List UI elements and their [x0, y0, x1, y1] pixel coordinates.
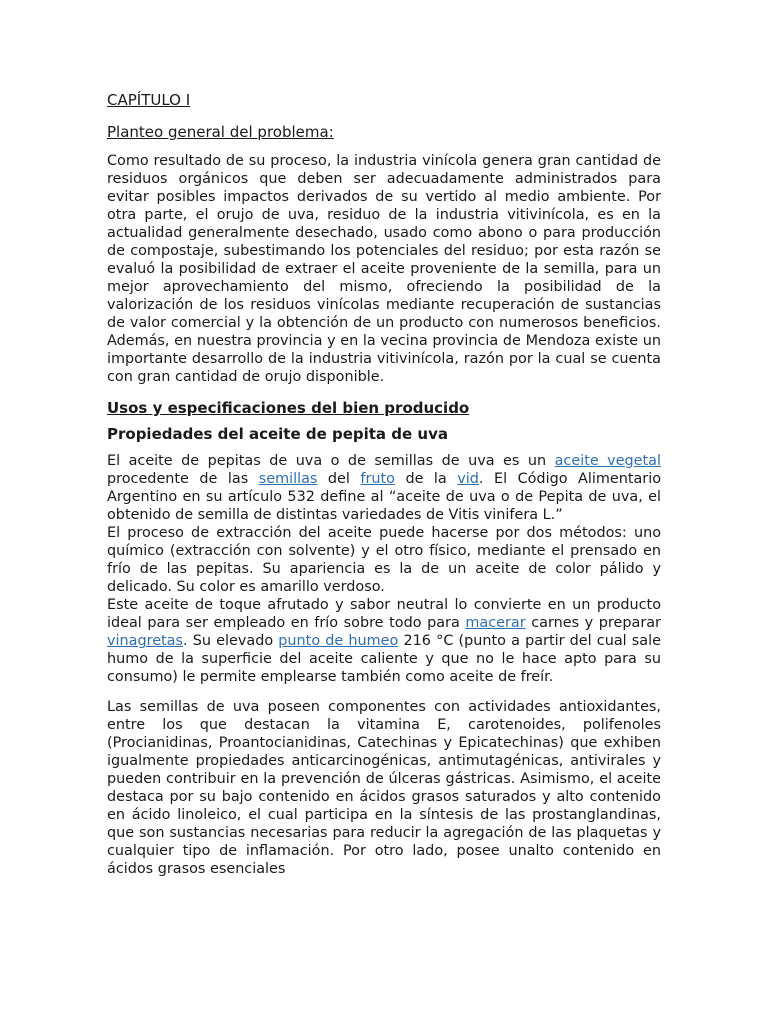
text-run: del — [317, 471, 361, 487]
paragraph-extraccion: El proceso de extracción del aceite puede hacerse por dos métodos: uno químico (extracción con solvente) y el otro físico, mediante el prensado en frío de las pepitas. Su apariencia es la de un aceite de color pálido y delicado. Su color es amarillo verdoso. — [107, 525, 661, 595]
text-run: 216 °C (punto a partir del cual sale humo de la superficie del aceite caliente y que no le hace apto para su consumo) le permite emplearse también como aceite de freír. — [107, 633, 661, 685]
section-heading-propiedades: Propiedades del aceite de pepita de uva — [107, 425, 448, 443]
text-run: El aceite de pepitas de uva o de semillas de uva es un — [107, 453, 555, 469]
link-vid[interactable]: vid — [457, 471, 479, 487]
link-punto-de-humeo[interactable]: punto de humeo — [278, 633, 399, 649]
text-run: . El Código Alimentario Argentino en su artículo 532 define al “aceite de uva o de Pepita de uva, el obtenido de semilla de distintas variedades de Vitis vinifera L.” — [107, 471, 662, 523]
paragraph-antioxidantes: Las semillas de uva poseen componentes con actividades antioxidantes, entre los que destacan la vitamina E, carotenoides, polifenoles (Procianidinas, Proantocianidinas, Catechinas y Epicatechinas) que exhiben igualmente propiedades anticarcinogénicas, antimutagénicas, antivirales y pueden contribuir en la prevención de úlceras gástricas. Asimismo, el aceite destaca por su bajo contenido en ácidos grasos saturados y alto contenido en ácido linoleico, el cual participa en la síntesis de las prostanglandinas, que son sustancias necesarias para reducir la agregación de las plaquetas y cualquier tipo de inflamación. Por otro lado, posee unalto contenido en ácidos grasos esenciales — [107, 699, 661, 877]
link-fruto[interactable]: fruto — [360, 471, 395, 487]
text-run: procedente de las — [107, 471, 259, 487]
paragraph-aceite-definicion — [107, 452, 661, 524]
link-aceite-vegetal[interactable]: aceite vegetal — [554, 453, 661, 469]
link-vinagretas[interactable]: vinagretas — [107, 633, 184, 649]
link-semillas[interactable]: semillas — [258, 471, 318, 487]
chapter-title: CAPÍTULO I — [107, 91, 191, 109]
section-heading-planteo: Planteo general del problema: — [107, 123, 334, 141]
text-run: . Su elevado — [183, 633, 279, 649]
text-run: carnes y preparar — [525, 615, 661, 631]
paragraph-uso-culinario — [107, 596, 661, 686]
text-run: de la — [394, 471, 458, 487]
text-run: Este aceite de toque afrutado y sabor neutral lo convierte en un producto ideal para ser empleado en frío sobre todo para — [107, 597, 661, 631]
link-macerar[interactable]: macerar — [465, 615, 526, 631]
paragraph-planteo: Como resultado de su proceso, la industria vinícola genera gran cantidad de residuos orgánicos que deben ser adecuadamente administrados para evitar posibles impactos derivados de su vertido al medio ambiente. Por otra parte, el orujo de uva, residuo de la industria vitivinícola, es en la actualidad generalmente desechado, usado como abono o para producción de compostaje, subestimando los potenciales del residuo; por esta razón se evaluó la posibilidad de extraer el aceite proveniente de la semilla, para un mejor aprovechamiento del mismo, ofreciendo la posibilidad de la valorización de los residuos vinícolas mediante recuperación de sustancias de valor comercial y la obtención de un producto con numerosos beneficios. Además, en nuestra provincia y en la vecina provincia de Mendoza existe un importante desarrollo de la industria vitivinícola, razón por la cual se cuenta con gran cantidad de orujo disponible. — [107, 153, 661, 385]
section-heading-usos: Usos y especificaciones del bien producido — [107, 399, 470, 417]
